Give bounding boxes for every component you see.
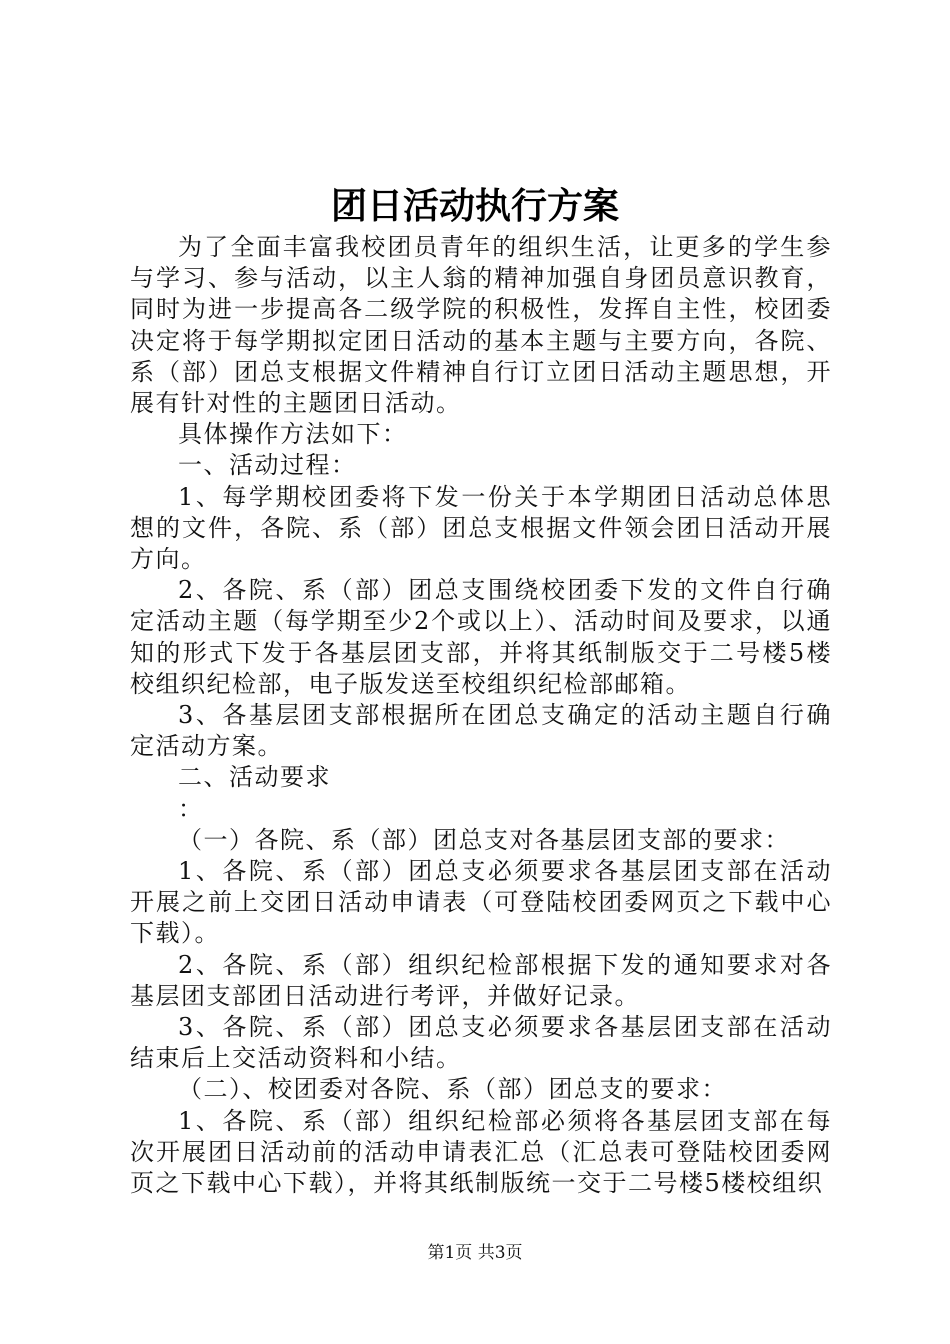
subsection-heading-1: （一）各院、系（部）团总支对各基层团支部的要求： [178, 825, 790, 854]
requirement-item-3: 3、各院、系（部）团总支必须要求各基层团支部在活动结束后上交活动资料和小结。 [130, 1013, 832, 1073]
requirements-colon: ： [178, 794, 202, 823]
requirement-item-2: 2、各院、系（部）组织纪检部根据下发的通知要求对各基层团支部团日活动进行考评，并做好记录。 [130, 950, 832, 1010]
page-footer: 第1页 共3页 [427, 1243, 523, 1263]
intro-paragraph: 为了全面丰富我校团员青年的组织生活，让更多的学生参与学习、参与活动，以主人翁的精神加强自身团员意识教育，同时为进一步提高各二级学院的积极性，发挥自主性，校团委决定将于每学期拟定团日活动的基本主题与主要方向，各院、系（部）团总支根据文件精神自行订立团日活动主题思想，开展有针对性的主题团日活动。 [130, 233, 832, 418]
section-heading-requirements: 二、活动要求 [178, 763, 331, 792]
requirement-item-1: 1、各院、系（部）团总支必须要求各基层团支部在活动开展之前上交团日活动申请表（可登陆校团委网页之下载中心下载）。 [130, 857, 832, 948]
document-title: 团日活动执行方案 [330, 185, 619, 227]
document-body [130, 232, 832, 1199]
subsection-heading-2: （二）、校团委对各院、系（部）团总支的要求： [178, 1075, 727, 1104]
process-item-3: 3、各基层团支部根据所在团总支确定的活动主题自行确定活动方案。 [130, 701, 832, 761]
requirement-item-4: 1、各院、系（部）组织纪检部必须将各基层团支部在每次开展团日活动前的活动申请表汇总（汇总表可登陆校团委网页之下载中心下载），并将其纸制版统一交于二号楼5楼校组织 [130, 1106, 832, 1198]
process-item-2: 2、各院、系（部）团总支围绕校团委下发的文件自行确定活动主题（每学期至少2个或以上）、活动时间及要求，以通知的形式下发于各基层团支部，并将其纸制版交于二号楼5楼校组织纪检部，电子版发送至校组织纪检部邮箱。 [130, 576, 832, 698]
section-heading-process: 一、活动过程： [178, 451, 357, 480]
process-item-1: 1、每学期校团委将下发一份关于本学期团日活动总体思想的文件，各院、系（部）团总支根据文件领会团日活动开展方向。 [130, 482, 832, 574]
method-intro: 具体操作方法如下： [178, 420, 408, 449]
